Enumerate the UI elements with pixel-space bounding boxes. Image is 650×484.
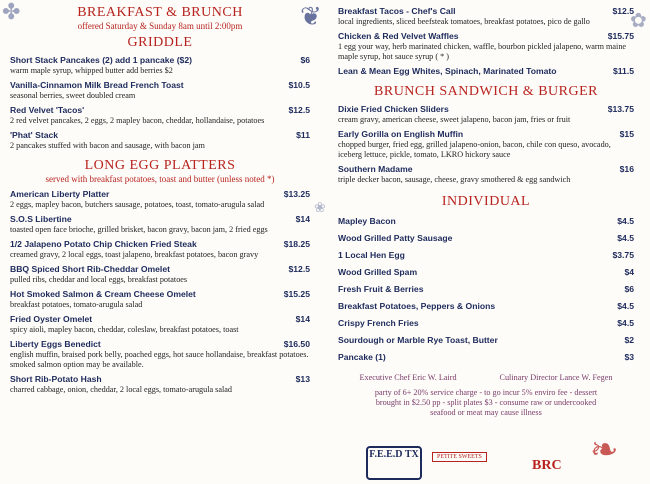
- item-price: $14: [295, 314, 310, 324]
- menu-item: [338, 6, 634, 27]
- item-price: $4: [624, 267, 634, 277]
- item-price: $18.25: [283, 239, 310, 249]
- rooster-icon: ❧: [590, 430, 619, 470]
- item-name: American Liberty Platter: [10, 189, 110, 199]
- item-price: $13: [295, 374, 310, 384]
- item-description: 1 egg your way, herb marinated chicken, waffle, bourbon pickled jalapeno, warm maine maple syrup, hot sauce syrup ( * ): [338, 42, 627, 61]
- item-price: $6: [300, 55, 310, 65]
- list-item: [338, 301, 634, 312]
- item-name: Breakfast Tacos - Chef's Call: [338, 6, 456, 16]
- item-name: Breakfast Potatoes, Peppers & Onions: [338, 301, 496, 311]
- left-menu-column: [10, 0, 310, 395]
- list-item: [338, 233, 634, 244]
- list-item: [338, 250, 634, 261]
- item-price: $15.25: [283, 289, 310, 299]
- list-item: [338, 284, 634, 295]
- item-price: $11.5: [612, 66, 634, 76]
- item-name: Red Velvet 'Tacos': [10, 105, 85, 115]
- item-price: $2: [624, 335, 634, 345]
- policy-note: [338, 388, 634, 418]
- menu-item: [10, 130, 310, 151]
- item-description: english muffin, braised pork belly, poached eggs, hot sauce hollandaise, breakfast potatoes. smoked salmon option may be available.: [10, 350, 309, 369]
- menu-item: [10, 339, 310, 370]
- item-price: $4.5: [617, 233, 634, 243]
- item-name: Mapley Bacon: [338, 216, 396, 226]
- item-name: Sourdough or Marble Rye Toast, Butter: [338, 335, 498, 345]
- item-name: 1/2 Jalapeno Potato Chip Chicken Fried Steak: [10, 239, 197, 249]
- item-description: cream gravy, american cheese, sweet jalapeno, bacon jam, fries or fruit: [338, 115, 571, 124]
- menu-item: [10, 189, 310, 210]
- item-name: Southern Madame: [338, 164, 413, 174]
- item-name: Short Rib-Potato Hash: [10, 374, 102, 384]
- item-description: spicy aioli, mapley bacon, cheddar, coleslaw, breakfast potatoes, toast: [10, 325, 239, 334]
- item-price: $10.5: [288, 80, 310, 90]
- menu-item: [338, 31, 634, 62]
- item-description: creamed gravy, 2 local eggs, toast jalapeno, breakfast potatoes, bacon gravy: [10, 250, 259, 259]
- item-price: $3.75: [612, 250, 634, 260]
- menu-item: [338, 164, 634, 185]
- item-description: pulled ribs, cheddar and local eggs, breakfast potatoes: [10, 275, 188, 284]
- item-name: BBQ Spiced Short Rib-Cheddar Omelet: [10, 264, 170, 274]
- menu-item: [10, 374, 310, 395]
- policy-line-1: party of 6+ 20% service charge - to go incur 5% enviro fee - dessert: [374, 388, 598, 397]
- item-description: warm maple syrup, whipped butter add berries $2: [10, 66, 173, 75]
- list-item: [338, 352, 634, 363]
- menu-item: [10, 80, 310, 101]
- policy-line-2: brought in $2.50 pp - split plates $3 - consume raw or undercooked: [375, 398, 597, 407]
- item-price: $14: [295, 214, 310, 224]
- menu-item: [338, 129, 634, 160]
- policy-line-3: seafood or meat may cause illness: [430, 408, 542, 417]
- menu-item: [10, 264, 310, 285]
- long-egg-note: served with breakfast potatoes, toast and butter (unless noted *): [45, 174, 275, 184]
- item-price: $11: [296, 130, 310, 140]
- item-price: $13.75: [607, 104, 634, 114]
- ornament-right-edge: ✿: [630, 8, 647, 32]
- item-price: $12.5: [612, 6, 634, 16]
- ornament-top-right: ❦: [300, 2, 322, 32]
- menu-item: [10, 289, 310, 310]
- item-price: $16: [619, 164, 634, 174]
- item-price: $12.5: [288, 105, 310, 115]
- item-name: 'Phat' Stack: [10, 130, 59, 140]
- section-title-individual: INDIVIDUAL: [441, 194, 531, 209]
- section-title-breakfast: BREAKFAST & BRUNCH: [77, 5, 243, 20]
- item-description: breakfast potatoes, tomato-arugula salad: [10, 300, 143, 309]
- item-name: Fried Oyster Omelet: [10, 314, 93, 324]
- section-title-griddle: GRIDDLE: [127, 35, 193, 50]
- item-name: Hot Smoked Salmon & Cream Cheese Omelet: [10, 289, 196, 299]
- item-description: charred cabbage, onion, cheddar, 2 local eggs, tomato-arugula salad: [10, 385, 233, 394]
- ornament-mid-divider: ❀: [314, 200, 326, 216]
- item-name: Chicken & Red Velvet Waffles: [338, 31, 459, 41]
- credits: [338, 373, 634, 382]
- menu-item: [10, 55, 310, 76]
- item-price: $13.25: [283, 189, 310, 199]
- item-name: Pancake (1): [338, 352, 386, 362]
- menu-item: [10, 314, 310, 335]
- section-title-long-egg: LONG EGG PLATTERS: [84, 158, 236, 173]
- item-description: chopped burger, fried egg, grilled jalapeno-onion, bacon, chile con queso, avocado, iceberg lettuce, pickle, tomato, LKRO hickory sauce: [338, 140, 611, 159]
- chef-credit: Executive Chef Eric W. Laird: [359, 373, 457, 382]
- item-price: $4.5: [617, 216, 634, 226]
- item-description: seasonal berries, sweet doubled cream: [10, 91, 136, 100]
- item-name: Vanilla-Cinnamon Milk Bread French Toast: [10, 80, 184, 90]
- section-title-sandwich: BRUNCH SANDWICH & BURGER: [374, 84, 598, 99]
- menu-item: [10, 214, 310, 235]
- breakfast-hours: offered Saturday & Sunday 8am until 2:00pm: [77, 21, 243, 31]
- right-menu-column: [338, 0, 634, 418]
- brc-logo: BRC: [532, 458, 562, 473]
- item-description: 2 eggs, mapley bacon, butchers sausage, potatoes, toast, tomato-arugula salad: [10, 200, 265, 209]
- item-name: Crispy French Fries: [338, 318, 419, 328]
- item-price: $15.75: [607, 31, 634, 41]
- item-description: 2 pancakes stuffed with bacon and sausage, with bacon jam: [10, 141, 205, 150]
- menu-item: [338, 66, 634, 77]
- list-item: [338, 267, 634, 278]
- item-price: $4.5: [617, 318, 634, 328]
- item-price: $16.50: [283, 339, 310, 349]
- item-price: $6: [624, 284, 634, 294]
- list-item: [338, 216, 634, 227]
- item-description: triple decker bacon, sausage, cheese, gravy smothered & egg sandwich: [338, 175, 571, 184]
- item-name: Lean & Mean Egg Whites, Spinach, Marinated Tomato: [338, 66, 557, 76]
- item-name: S.O.S Libertine: [10, 214, 72, 224]
- item-price: $12.5: [288, 264, 310, 274]
- item-name: 1 Local Hen Egg: [338, 250, 405, 260]
- item-description: toasted open face brioche, grilled brisket, bacon gravy, bacon jam, 2 fried eggs: [10, 225, 268, 234]
- menu-item: [10, 105, 310, 126]
- item-name: Dixie Fried Chicken Sliders: [338, 104, 449, 114]
- item-name: Fresh Fruit & Berries: [338, 284, 424, 294]
- item-price: $4.5: [617, 301, 634, 311]
- menu-item: [10, 239, 310, 260]
- item-description: local ingredients, sliced beefsteak tomatoes, breakfast potatoes, pico de gallo: [338, 17, 590, 26]
- list-item: [338, 318, 634, 329]
- ornament-top-left: ✤: [2, 0, 21, 25]
- item-price: $15: [619, 129, 634, 139]
- petite-sweets-logo: PETITE SWEETS: [432, 452, 487, 462]
- item-name: Liberty Eggs Benedict: [10, 339, 101, 349]
- item-description: 2 red velvet pancakes, 2 eggs, 2 mapley bacon, cheddar, hollandaise, potatoes: [10, 116, 265, 125]
- item-name: Wood Grilled Patty Sausage: [338, 233, 453, 243]
- list-item: [338, 335, 634, 346]
- item-price: $3: [624, 352, 634, 362]
- menu-item: [338, 104, 634, 125]
- item-name: Early Gorilla on English Muffin: [338, 129, 464, 139]
- item-name: Wood Grilled Spam: [338, 267, 418, 277]
- director-credit: Culinary Director Lance W. Fegen: [499, 373, 613, 382]
- feed-tx-logo: F.E.E.D TX: [366, 446, 422, 480]
- item-name: Short Stack Pancakes (2) add 1 pancake ($2): [10, 55, 192, 65]
